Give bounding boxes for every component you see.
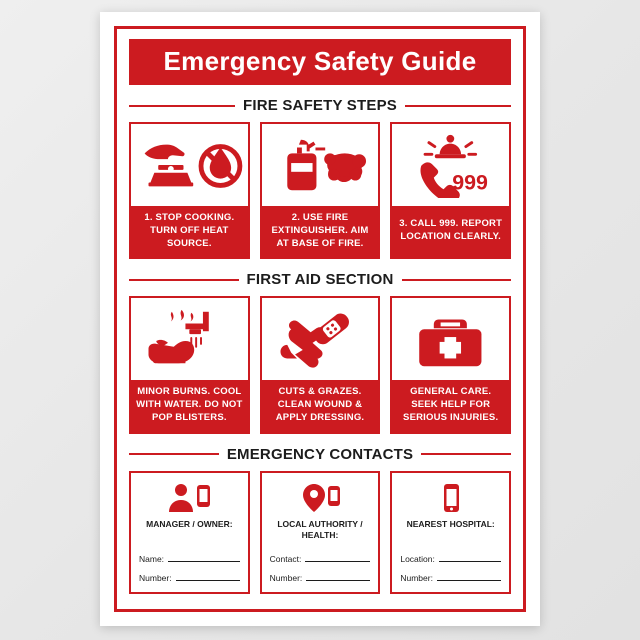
first-aid-caption-2: CUTS & GRAZES. CLEAN WOUND & APPLY DRESSING. <box>262 380 379 431</box>
person-phone-icon <box>161 481 217 515</box>
rule-left <box>129 453 219 455</box>
field-label: Number: <box>269 572 303 583</box>
fire-step-caption-3: 3. CALL 999. REPORT LOCATION CLEARLY. <box>392 206 509 257</box>
fire-extinguisher-icon <box>262 124 379 206</box>
field-label: Location: <box>400 553 435 564</box>
field-row[interactable] <box>400 571 501 583</box>
contact-fields <box>139 545 240 583</box>
mobile-phone-icon <box>423 481 479 515</box>
field-write-line[interactable] <box>305 552 370 562</box>
field-write-line[interactable] <box>439 552 501 562</box>
contact-label: LOCAL AUTHORITY / HEALTH: <box>277 518 363 540</box>
burned-hand-under-tap-icon <box>131 298 248 380</box>
field-label: Number: <box>139 572 172 583</box>
bottom-spacer <box>129 594 511 597</box>
field-row[interactable] <box>139 571 240 583</box>
hand-hob-no-water-icon <box>131 124 248 206</box>
fire-step-card-3 <box>390 122 511 259</box>
contact-card-local-authority <box>260 471 381 594</box>
first-aid-card-1 <box>129 296 250 433</box>
contact-card-hospital <box>390 471 511 594</box>
safety-poster <box>100 12 540 626</box>
rule-right <box>402 279 512 281</box>
field-row[interactable] <box>270 571 371 583</box>
poster-border-frame <box>114 26 526 612</box>
section-title: EMERGENCY CONTACTS <box>226 445 414 463</box>
first-aid-card-2 <box>260 296 381 433</box>
field-write-line[interactable] <box>437 571 501 581</box>
section-header-first-aid <box>129 271 511 288</box>
section-header-fire-safety <box>129 97 511 114</box>
contact-label: NEAREST HOSPITAL: <box>406 518 495 529</box>
contact-card-manager <box>129 471 250 594</box>
fire-step-caption-1: 1. STOP COOKING. TURN OFF HEAT SOURCE. <box>131 206 248 257</box>
field-write-line[interactable] <box>176 571 240 581</box>
field-label: Contact: <box>269 553 302 564</box>
page-title: Emergency Safety Guide <box>129 39 511 85</box>
first-aid-caption-1: MINOR BURNS. COOL WITH WATER. DO NOT POP BLISTERS. <box>131 380 248 431</box>
fire-step-card-2 <box>260 122 381 259</box>
rule-right <box>405 105 511 107</box>
fire-safety-card-row <box>129 122 511 259</box>
field-label: Number: <box>400 572 433 583</box>
field-write-line[interactable] <box>168 552 240 562</box>
contacts-card-row <box>129 471 511 594</box>
map-pin-icon <box>292 481 348 515</box>
section-title: FIRE SAFETY STEPS <box>243 97 397 114</box>
first-aid-card-3 <box>390 296 511 433</box>
fire-step-caption-2: 2. USE FIRE EXTINGUISHER. AIM AT BASE OF FIRE. <box>262 206 379 257</box>
section-header-emergency-contacts <box>129 446 511 463</box>
hand-with-plaster-icon <box>262 298 379 380</box>
rule-left <box>129 105 235 107</box>
field-row[interactable] <box>139 552 240 564</box>
first-aid-caption-3: GENERAL CARE. SEEK HELP FOR SERIOUS INJURIES. <box>392 380 509 431</box>
first-aid-kit-icon <box>392 298 509 380</box>
section-title: FIRST AID SECTION <box>246 271 394 289</box>
first-aid-card-row <box>129 296 511 433</box>
contact-fields <box>400 545 501 583</box>
svg-text:999: 999 <box>452 170 489 195</box>
fire-step-card-1 <box>129 122 250 259</box>
rule-left <box>129 279 239 281</box>
rule-right <box>421 453 511 455</box>
field-row[interactable] <box>270 552 371 564</box>
contact-fields <box>270 545 371 583</box>
telephone-999-icon <box>392 124 509 206</box>
contact-label: MANAGER / OWNER: <box>146 518 233 529</box>
field-row[interactable] <box>400 552 501 564</box>
field-label: Name: <box>139 553 165 564</box>
field-write-line[interactable] <box>306 571 370 581</box>
